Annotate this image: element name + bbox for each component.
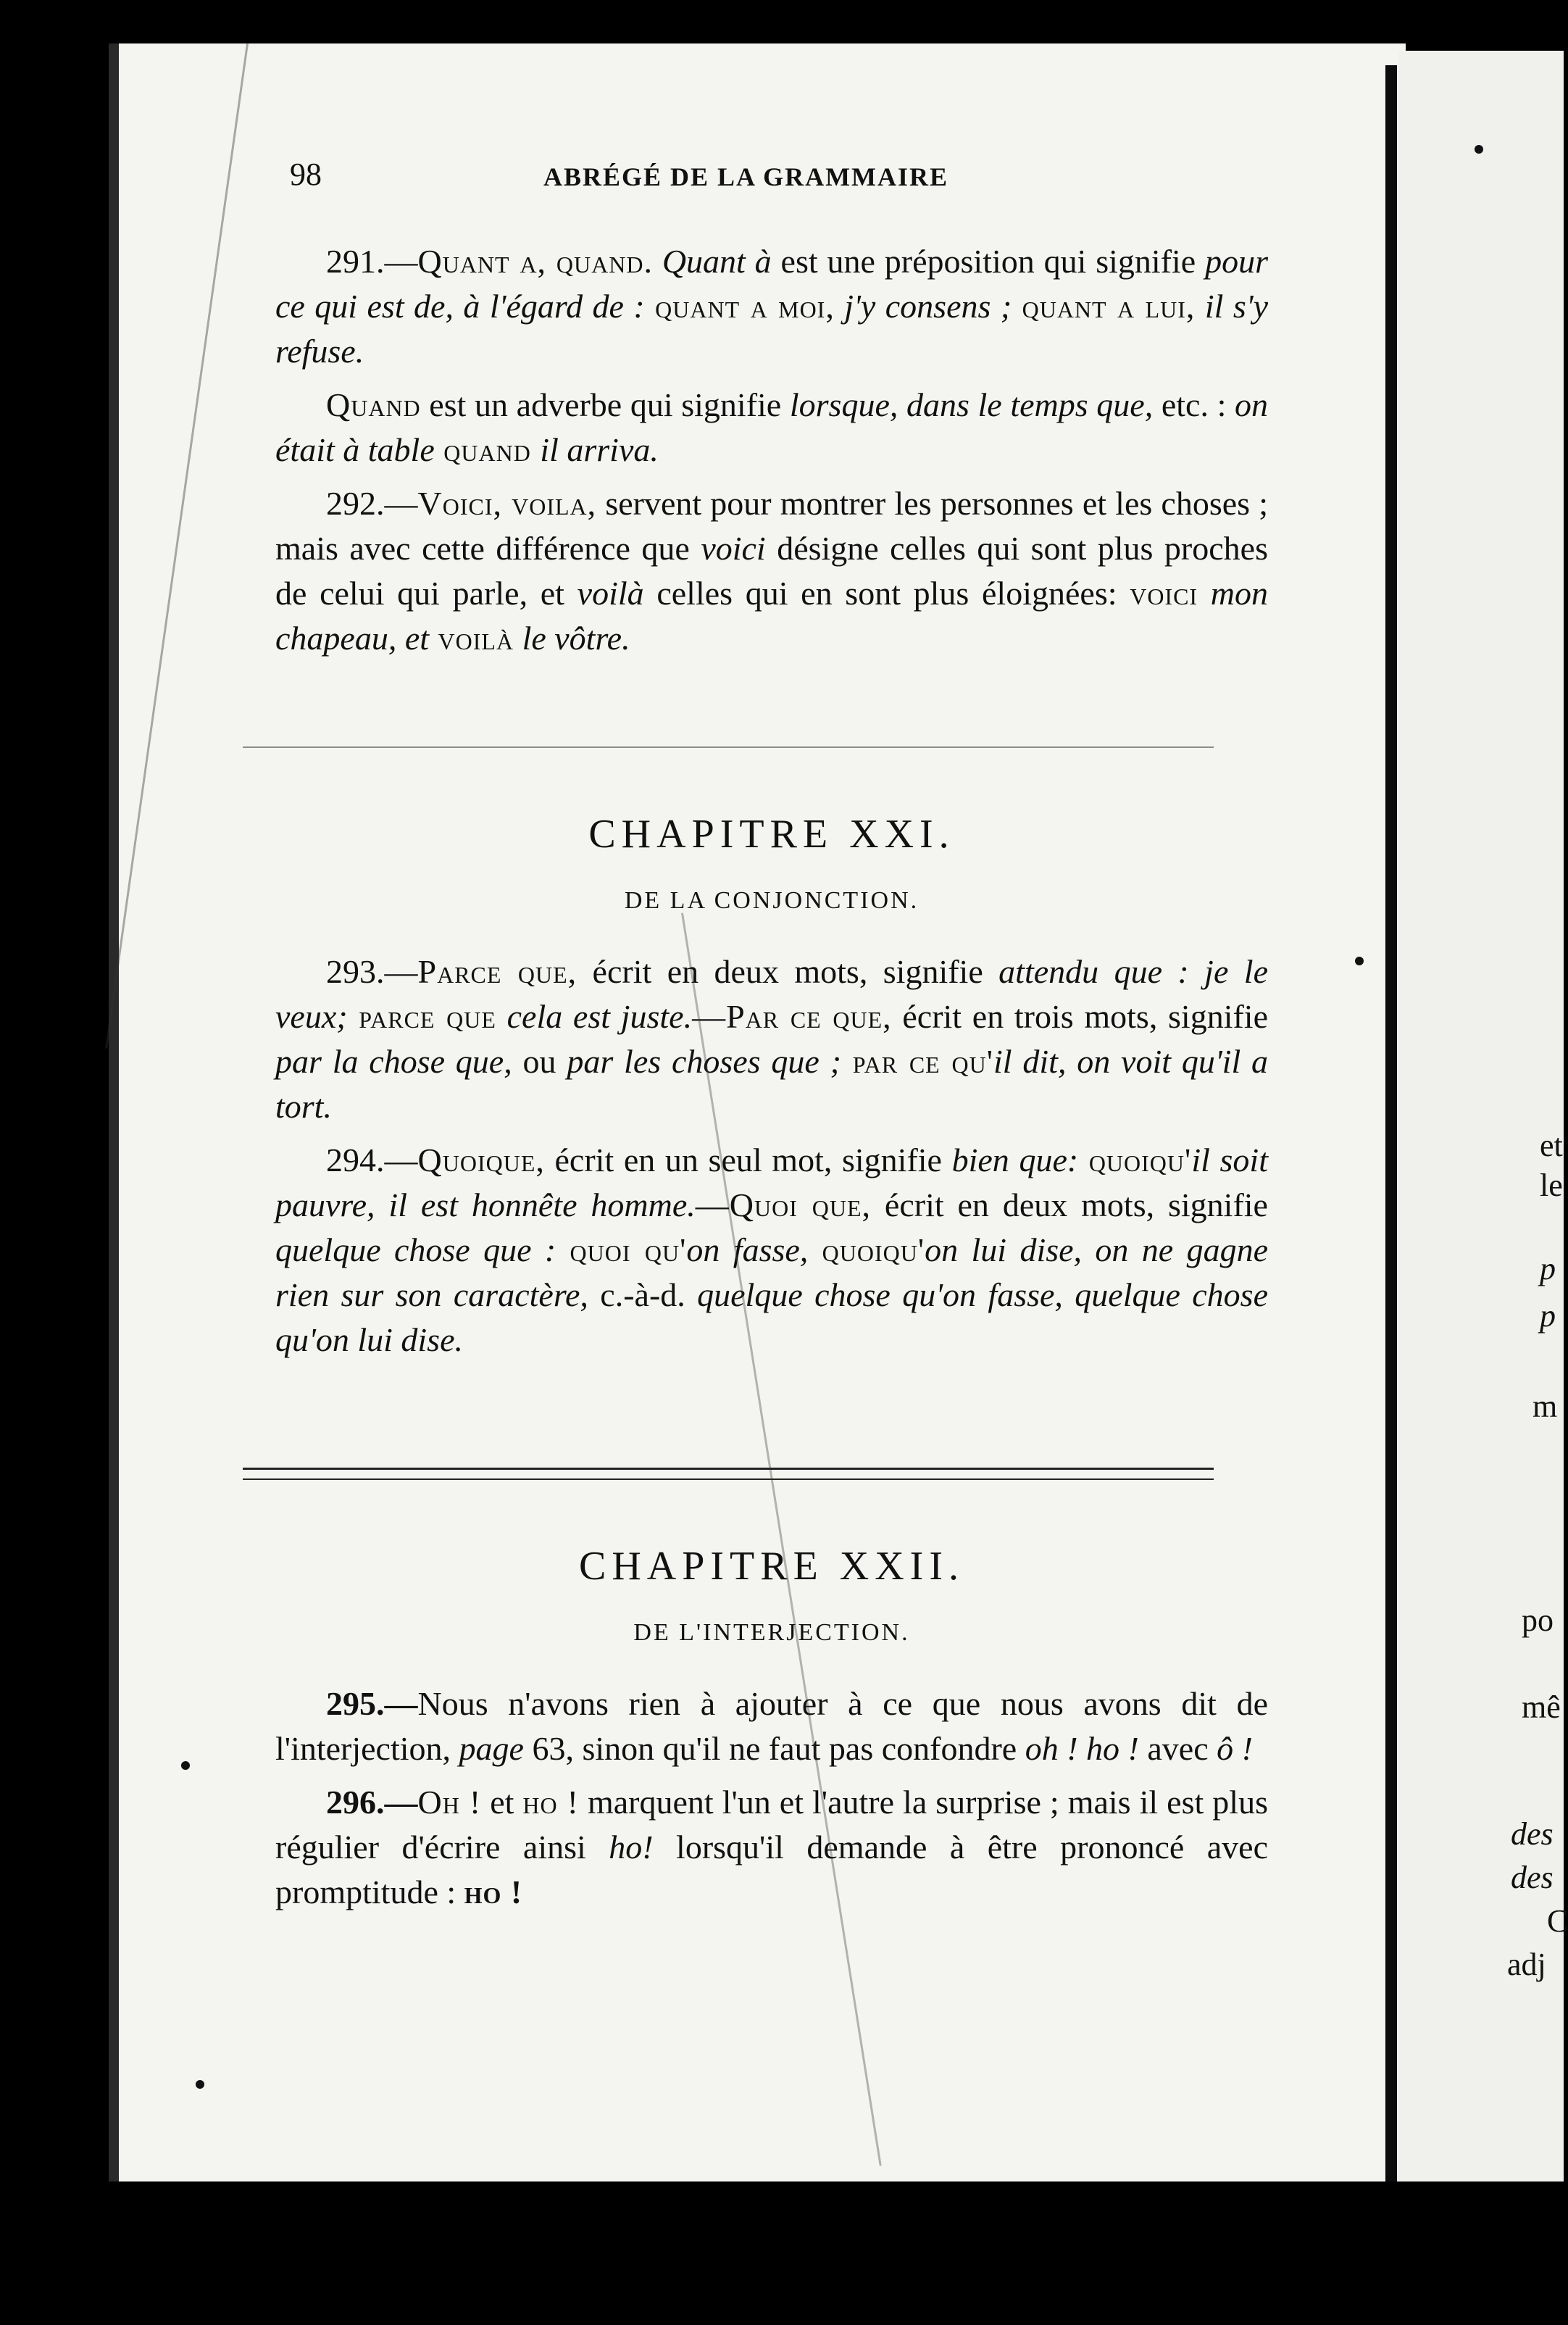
chapter-21 bbox=[275, 812, 1268, 1371]
adjacent-fragment: des bbox=[1511, 1816, 1554, 1852]
paragraph-293: 293.—Parce que, écrit en deux mots, signifie attendu que : je le veux; parce que cela est juste.—Par ce que, écrit en trois mots, signifie par la chose que, ou par les choses que ; par ce qu'il dit, on voit qu'il a tort. bbox=[275, 953, 1269, 1125]
chapter-22-title: CHAPITRE XXII. bbox=[579, 1544, 964, 1589]
running-title: ABRÉGÉ DE LA GRAMMAIRE bbox=[543, 162, 949, 191]
scan-speck bbox=[181, 1761, 190, 1770]
paragraph-294: 294.—Quoique, écrit en un seul mot, signifie bien que: quoiqu'il soit pauvre, il est honnête homme.—Quoi que, écrit en deux mots, signifie quelque chose que : quoi qu'on fasse, quoiqu'on lui dise, on ne gagne rien sur son caractère, c.-à-d. quelque chose qu'on fasse, quelque chose qu'on lui dise. bbox=[275, 1141, 1268, 1358]
adjacent-fragment: le bbox=[1540, 1168, 1563, 1203]
adjacent-fragment: des bbox=[1511, 1860, 1554, 1895]
paragraph-296: 296.—Oh ! et ho ! marquent l'un et l'autre la surprise ; mais il est plus régulier d'écrire ainsi ho! lorsqu'il demande à être prononcé avec promptitude : ho ! bbox=[275, 1784, 1268, 1910]
chapter-22 bbox=[275, 1544, 1268, 1923]
scan-speck bbox=[1355, 957, 1364, 965]
adjacent-fragment: m bbox=[1532, 1389, 1558, 1424]
adjacent-fragment: mê bbox=[1522, 1689, 1561, 1725]
scan-speck bbox=[196, 2080, 204, 2089]
adjacent-fragment: C bbox=[1547, 1903, 1568, 1939]
scan-speck bbox=[1475, 145, 1483, 154]
adjacent-fragment: po bbox=[1522, 1602, 1554, 1638]
paragraph-291: 291.—Quant a, quand. Quant à est une préposition qui signifie pour ce qui est de, à l'égard de : quant a moi, j'y consens ; quant a lui, il s'y refuse. bbox=[275, 243, 1269, 370]
adjacent-fragment: et bbox=[1540, 1128, 1563, 1163]
paragraph-292: 292.—Voici, voila, servent pour montrer les personnes et les choses ; mais avec cette différence que voici désigne celles qui sont plus proches de celui qui parle, et voilà celles qui en sont plus éloignées: voici mon chapeau, et voilà le vôtre. bbox=[275, 485, 1268, 657]
chapter-21-subtitle: DE LA CONJONCTION. bbox=[624, 887, 919, 914]
section-291-292 bbox=[275, 239, 1268, 670]
scan-border bbox=[109, 2181, 1564, 2325]
section-divider bbox=[243, 746, 1214, 748]
chapter-22-subtitle: DE L'INTERJECTION. bbox=[633, 1619, 910, 1646]
page-gutter bbox=[1385, 65, 1397, 2181]
adjacent-fragment: p bbox=[1540, 1251, 1556, 1286]
page-header bbox=[290, 156, 1290, 199]
page-number: 98 bbox=[290, 157, 322, 192]
chapter-divider-top bbox=[243, 1468, 1214, 1470]
paragraph-291-quand: Quand est un adverbe qui signifie lorsque, dans le temps que, etc. : on était à table quand il arriva. bbox=[275, 386, 1268, 468]
chapter-divider-bottom bbox=[243, 1478, 1214, 1480]
chapter-21-title: CHAPITRE XXI. bbox=[588, 812, 955, 857]
adjacent-fragment: adj bbox=[1507, 1947, 1546, 1982]
paragraph-295: 295.—Nous n'avons rien à ajouter à ce que nous avons dit de l'interjection, page 63, sinon qu'il ne faut pas confondre oh ! ho ! avec ô ! bbox=[275, 1685, 1268, 1767]
adjacent-fragment: p bbox=[1540, 1298, 1556, 1334]
